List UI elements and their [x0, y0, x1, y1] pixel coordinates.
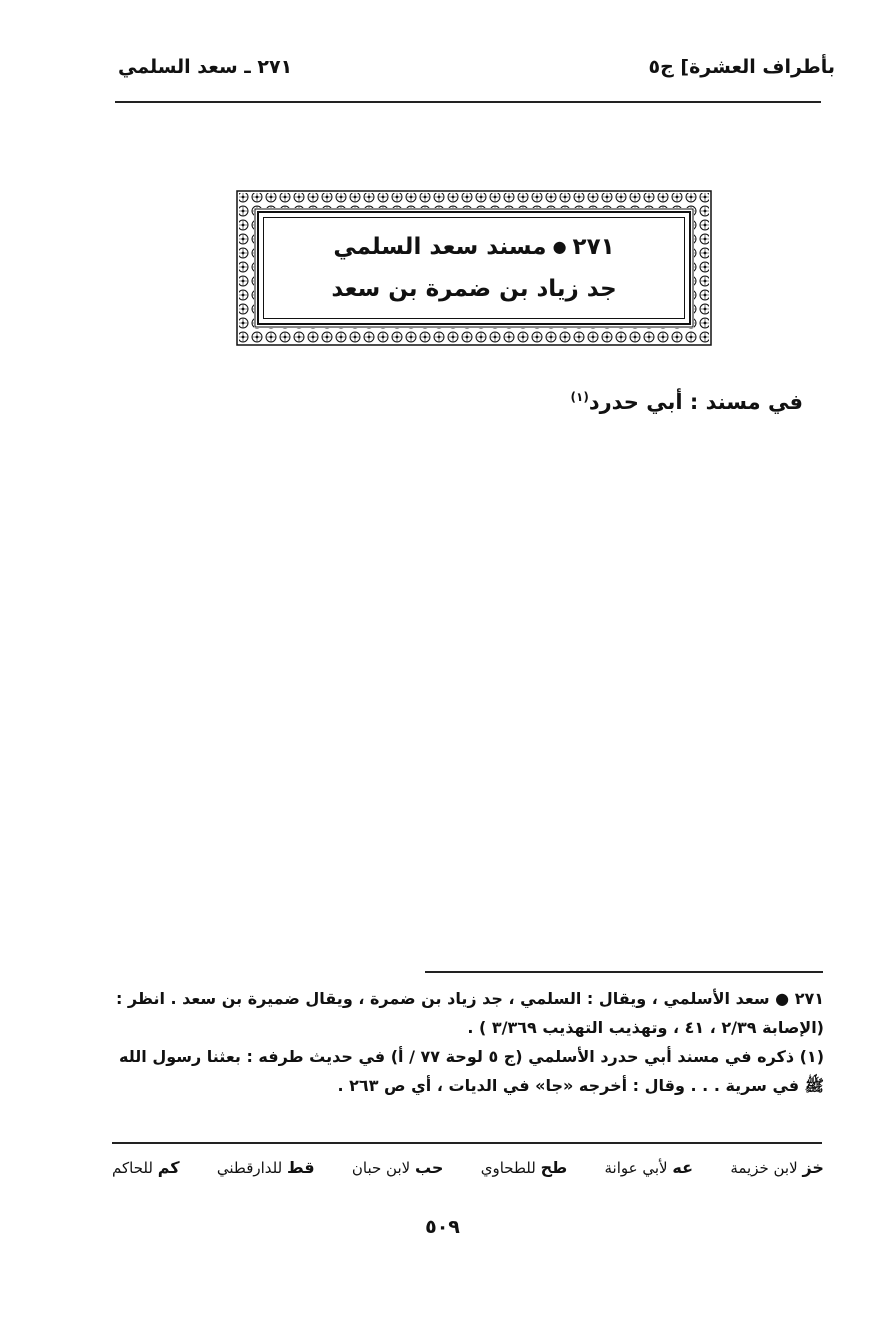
footnote-line: ٢٧١ ● سعد الأسلمي ، ويقال : السلمي ، جد زياد بن ضمرة ، ويقال ضميرة بن سعد . انظر : — [115, 989, 824, 1008]
entry-title — [333, 226, 614, 269]
header-divider — [115, 101, 821, 103]
entry-subtitle: جد زياد بن ضمرة بن سعد — [331, 276, 617, 303]
ornamental-title-frame — [236, 190, 712, 346]
abbreviation-item — [730, 1158, 824, 1177]
abbreviation-code: عه — [672, 1158, 694, 1177]
intro-text: في مسند : أبي حدرد — [588, 390, 803, 414]
abbreviation-item — [112, 1158, 180, 1177]
abbreviation-item — [481, 1158, 567, 1177]
abbreviation-code: خز — [802, 1158, 824, 1177]
footnote-line: ﷺ في سرية . . . وقال : أخرجه «جا» في الديات ، أي ص ٢٦٣ . — [337, 1076, 824, 1095]
footnote-divider — [425, 971, 823, 973]
running-header-book-title: بأطراف العشرة] ج٥ — [648, 56, 835, 78]
abbreviation-name: للدارقطني — [216, 1159, 283, 1177]
entry-title-text: مسند سعد السلمي — [333, 233, 547, 260]
abbreviation-name: للحاكم — [112, 1159, 153, 1177]
title-panel — [257, 211, 691, 325]
abbreviation-name: لأبي عوانة — [604, 1159, 668, 1177]
abbreviation-name: للطحاوي — [480, 1159, 536, 1177]
legend-divider — [112, 1142, 822, 1144]
abbreviation-code: حب — [414, 1158, 444, 1177]
footnote-line: (١) ذكره في مسند أبي حدرد الأسلمي (ج ٥ لوحة ٧٧ / أ) في حديث طرفه : بعثنا رسول الله — [119, 1047, 824, 1066]
abbreviation-code: كم — [157, 1158, 180, 1177]
entry-number: ٢٧١ — [572, 233, 615, 260]
running-header-section-title: ٢٧١ ـ سعد السلمي — [118, 56, 293, 78]
abbreviation-name: لابن حبان — [351, 1159, 411, 1177]
abbreviation-code: طح — [540, 1158, 568, 1177]
abbreviation-legend — [112, 1158, 824, 1177]
abbreviation-item — [352, 1158, 444, 1177]
body-text — [571, 390, 803, 414]
footnotes — [112, 984, 824, 1100]
bullet-icon: ● — [552, 237, 567, 257]
footnote-line: (الإصابة ٢/٣٩ ، ٤١ ، وتهذيب التهذيب ٣/٣٦٩ ) . — [467, 1018, 824, 1037]
abbreviation-name: لابن خزيمة — [730, 1159, 798, 1177]
page-number: ٥٠٩ — [425, 1216, 460, 1238]
footnote-reference: (١) — [570, 390, 589, 404]
abbreviation-item — [217, 1158, 315, 1177]
abbreviation-code: قط — [286, 1158, 315, 1177]
abbreviation-item — [605, 1158, 694, 1177]
